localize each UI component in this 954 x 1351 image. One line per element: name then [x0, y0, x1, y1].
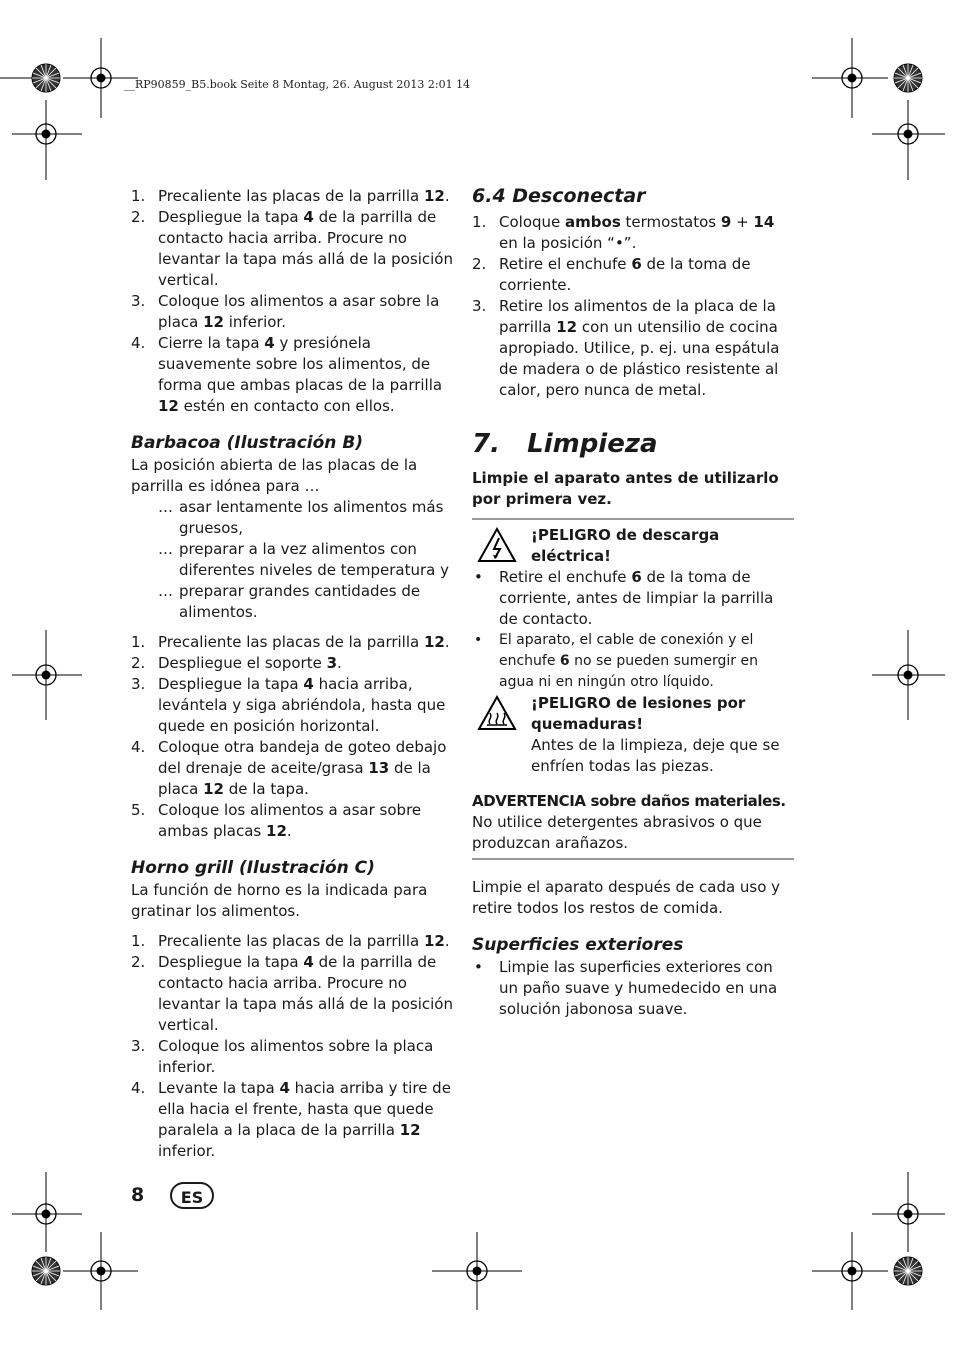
step-text: Despliegue la tapa 4 de la parrilla de contacto hacia arriba. Procure no levantar la tapa más allá de la posición vertical. [158, 208, 453, 289]
list-item: … preparar a la vez alimentos con diferentes niveles de temperatura y [158, 540, 449, 579]
step-text: Coloque otra bandeja de goteo debajo del drenaje de aceite/grasa 13 de la placa 12 de la tapa. [158, 738, 447, 798]
list-item [131, 632, 453, 653]
step-text: Coloque ambos termostatos 9 + 14 en la posición “•”. [499, 213, 775, 252]
step-text: Precaliente las placas de la parrilla 12. [158, 932, 450, 950]
list-item [472, 212, 794, 254]
divider [472, 858, 794, 860]
advert-text: No utilice detergentes abrasivos o que produzcan arañazos. [472, 813, 762, 852]
step-number: 3. [131, 292, 146, 310]
list-item: • Retire el enchufe 6 de la toma de corriente, antes de limpiar la parrilla de contacto. [474, 568, 774, 628]
step-number: 1. [472, 213, 487, 231]
step-text: Precaliente las placas de la parrilla 12. [158, 633, 450, 651]
step-number: 3. [131, 675, 146, 693]
superficies-list [472, 957, 794, 1020]
hot-surface-warning-icon [477, 695, 517, 737]
steps-list-4 [472, 212, 794, 401]
list-item: … asar lentamente los alimentos más gruesos, [158, 498, 444, 537]
list-item [131, 186, 453, 207]
list-item [131, 952, 453, 1036]
danger-electric [472, 525, 794, 567]
list-item [472, 296, 794, 401]
step-text: Levante la tapa 4 hacia arriba y tire de ella hacia el frente, hasta que quede paralela a la placa de la parrilla 12 inferior. [158, 1079, 451, 1160]
step-number: 4. [131, 334, 146, 352]
step-number: 4. [131, 738, 146, 756]
after-use-text: Limpie el aparato después de cada uso y retire todos los restos de comida. [472, 878, 781, 917]
horno-heading: Horno grill (Ilustración C) [131, 858, 375, 878]
steps-list-2 [131, 632, 453, 842]
divider [472, 518, 794, 520]
step-number: 3. [131, 1037, 146, 1055]
horno-intro: La función de horno es la indicada para gratinar los alimentos. [131, 881, 428, 920]
danger-burn [472, 693, 794, 777]
limpieza-intro: Limpie el aparato antes de utilizarlo por primera vez. [472, 469, 779, 508]
step-text: Despliegue el soporte 3. [158, 654, 342, 672]
list-item [131, 333, 453, 417]
danger-electric-list [472, 567, 794, 693]
barbacoa-intro: La posición abierta de las placas de la parrilla es idónea para … [131, 456, 418, 495]
danger-electric-title: ¡PELIGRO de descarga eléctrica! [531, 526, 720, 565]
advert-title: ADVERTENCIA sobre daños materiales. [472, 792, 786, 810]
print-info: __RP90859_B5.book Seite 8 Montag, 26. August 2013 2:01 14 [124, 78, 471, 91]
step-text: Despliegue la tapa 4 de la parrilla de contacto hacia arriba. Procure no levantar la tapa más allá de la posición vertical. [158, 953, 453, 1034]
left-column [131, 186, 453, 1162]
step-number: 2. [131, 654, 146, 672]
list-item: • Limpie las superficies exteriores con un paño suave y humedecido en una solución jabonosa suave. [474, 958, 778, 1018]
step-number: 2. [131, 208, 146, 226]
step-number: 1. [131, 187, 146, 205]
step-number: 5. [131, 801, 146, 819]
electric-warning-icon [477, 527, 517, 569]
step-number: 1. [131, 932, 146, 950]
list-item: • El aparato, el cable de conexión y el enchufe 6 no se pueden sumergir en agua ni en ningún otro líquido. [474, 632, 758, 690]
barbacoa-heading: Barbacoa (Ilustración B) [131, 433, 364, 453]
step-number: 1. [131, 633, 146, 651]
list-item [131, 207, 453, 291]
step-text: Coloque los alimentos a asar sobre ambas placas 12. [158, 801, 422, 840]
step-number: 3. [472, 297, 487, 315]
step-text: Retire los alimentos de la placa de la parrilla 12 con un utensilio de cocina apropiado. Utilice, p. ej. una espátula de madera o de plástico resistente al calor, pero nunca de metal. [499, 297, 780, 399]
list-item [131, 653, 453, 674]
danger-burn-text: Antes de la limpieza, deje que se enfríen todas las piezas. [531, 736, 780, 775]
barbacoa-list [131, 497, 453, 623]
step-text: Coloque los alimentos sobre la placa inferior. [158, 1037, 434, 1076]
steps-list-3 [131, 931, 453, 1162]
desconectar-heading: 6.4 Desconectar [472, 185, 646, 207]
limpieza-heading: 7. Limpieza [472, 429, 658, 459]
step-text: Despliegue la tapa 4 hacia arriba, levántela y siga abriéndola, hasta que quede en posición horizontal. [158, 675, 446, 735]
step-number: 2. [472, 255, 487, 273]
step-number: 4. [131, 1079, 146, 1097]
list-item [131, 1078, 453, 1162]
list-item [472, 254, 794, 296]
list-item [131, 674, 453, 737]
list-item [131, 737, 453, 800]
list-item [131, 931, 453, 952]
danger-burn-title: ¡PELIGRO de lesiones por quemaduras! [531, 694, 746, 733]
step-number: 2. [131, 953, 146, 971]
page-number: 8 [131, 1184, 145, 1206]
step-text: Cierre la tapa 4 y presiónela suavemente sobre los alimentos, de forma que ambas placas de la parrilla 12 estén en contacto con ellos. [158, 334, 443, 415]
superficies-heading: Superficies exteriores [472, 935, 684, 955]
language-badge: ES [170, 1182, 214, 1209]
list-item [131, 291, 453, 333]
step-text: Precaliente las placas de la parrilla 12. [158, 187, 450, 205]
steps-list-1 [131, 186, 453, 417]
right-column [472, 186, 794, 1020]
list-item [131, 1036, 453, 1078]
list-item [131, 800, 453, 842]
step-text: Coloque los alimentos a asar sobre la placa 12 inferior. [158, 292, 440, 331]
list-item: … preparar grandes cantidades de alimentos. [158, 582, 421, 621]
step-text: Retire el enchufe 6 de la toma de corriente. [499, 255, 751, 294]
